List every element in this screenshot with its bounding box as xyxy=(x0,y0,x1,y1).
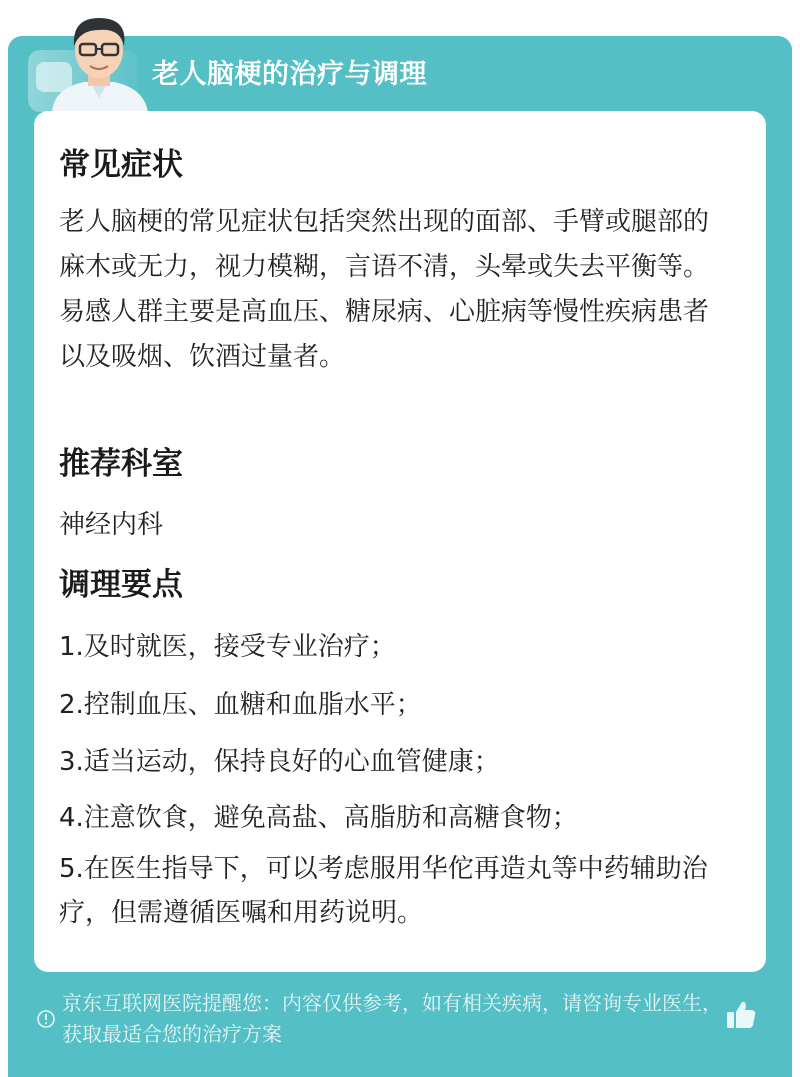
care-item-2: 2.控制血压、血糖和血脂水平； xyxy=(59,690,422,720)
care-heading: 调理要点 xyxy=(59,567,183,603)
content-card xyxy=(34,111,766,972)
disclaimer-text: 京东互联网医院提醒您：内容仅供参考，如有相关疾病，请咨询专业医生，获取最适合您的治疗方案 xyxy=(62,991,722,1046)
doctor-avatar-icon xyxy=(44,6,154,112)
care-item-1: 1.及时就医，接受专业治疗； xyxy=(59,632,396,662)
care-item-5: 5.在医生指导下，可以考虑服用华佗再造丸等中药辅助治疗，但需遵循医嘱和用药说明。 xyxy=(59,854,708,928)
page-title: 老人脑梗的治疗与调理 xyxy=(152,59,427,90)
symptoms-heading: 常见症状 xyxy=(59,147,183,183)
info-icon xyxy=(36,1009,56,1029)
symptoms-text: 老人脑梗的常见症状包括突然出现的面部、手臂或腿部的麻木或无力，视力模糊，言语不清，头晕或失去平衡等。易感人群主要是高血压、糖尿病、心脏病等慢性疾病患者以及吸烟、饮酒过量者。 xyxy=(59,207,710,372)
department-heading: 推荐科室 xyxy=(59,446,183,482)
care-item-3: 3.适当运动，保持良好的心血管健康； xyxy=(59,747,500,777)
department-text: 神经内科 xyxy=(59,510,164,540)
care-item-4: 4.注意饮食，避免高盐、高脂肪和高糖食物； xyxy=(59,803,578,833)
thumbs-up-icon[interactable] xyxy=(724,998,758,1032)
